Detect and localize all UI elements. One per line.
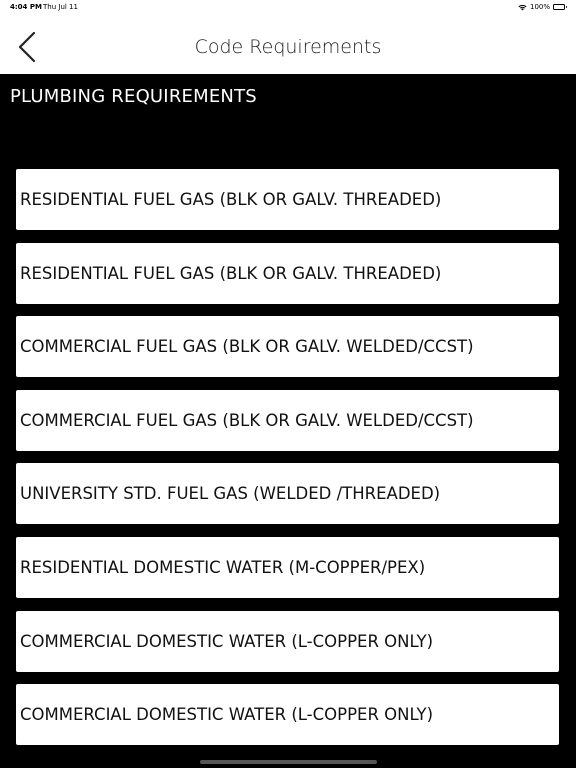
list-item-commercial-domestic-water-1[interactable] xyxy=(16,611,559,672)
list-item-label: COMMERCIAL FUEL GAS (BLK OR GALV. WELDED/CCST) xyxy=(20,337,474,357)
list-item-label: RESIDENTIAL FUEL GAS (BLK OR GALV. THREADED) xyxy=(20,190,442,209)
list-item-label: RESIDENTIAL FUEL GAS (BLK OR GALV. THREADED) xyxy=(20,263,442,283)
list-item-residential-fuel-gas-2[interactable] xyxy=(16,243,559,304)
battery-percent: 100% xyxy=(529,3,550,11)
list-item-label: RESIDENTIAL DOMESTIC WATER (M-COPPER/PEX) xyxy=(20,558,426,577)
home-indicator[interactable] xyxy=(200,760,377,764)
list-item-label: COMMERCIAL FUEL GAS (BLK OR GALV. WELDED/CCST) xyxy=(20,410,474,430)
list-item-residential-fuel-gas-1[interactable] xyxy=(16,169,559,230)
back-button[interactable] xyxy=(14,30,42,64)
list-item-residential-domestic-water[interactable] xyxy=(16,537,559,598)
status-date: Thu Jul 11 xyxy=(43,3,78,11)
list-item-commercial-fuel-gas-1[interactable] xyxy=(16,316,559,377)
list-item-label: COMMERCIAL DOMESTIC WATER (L-COPPER ONLY) xyxy=(20,705,434,725)
list-item-label: COMMERCIAL DOMESTIC WATER (L-COPPER ONLY) xyxy=(20,631,434,651)
chevron-left-icon xyxy=(14,30,42,64)
list-item-commercial-domestic-water-2[interactable] xyxy=(16,684,559,745)
list-item-university-fuel-gas[interactable] xyxy=(16,463,559,524)
status-time: 4:04 PM xyxy=(10,3,42,11)
page-title: Code Requirements xyxy=(194,36,382,58)
wifi-icon xyxy=(518,4,527,11)
list-item-label: UNIVERSITY STD. FUEL GAS (WELDED /THREADED) xyxy=(20,484,441,504)
status-bar xyxy=(0,0,576,16)
battery-icon xyxy=(553,4,568,11)
section-header: PLUMBING REQUIREMENTS xyxy=(10,86,257,107)
navigation-bar xyxy=(0,16,576,74)
list-item-commercial-fuel-gas-2[interactable] xyxy=(16,390,559,451)
status-indicators xyxy=(518,3,568,11)
